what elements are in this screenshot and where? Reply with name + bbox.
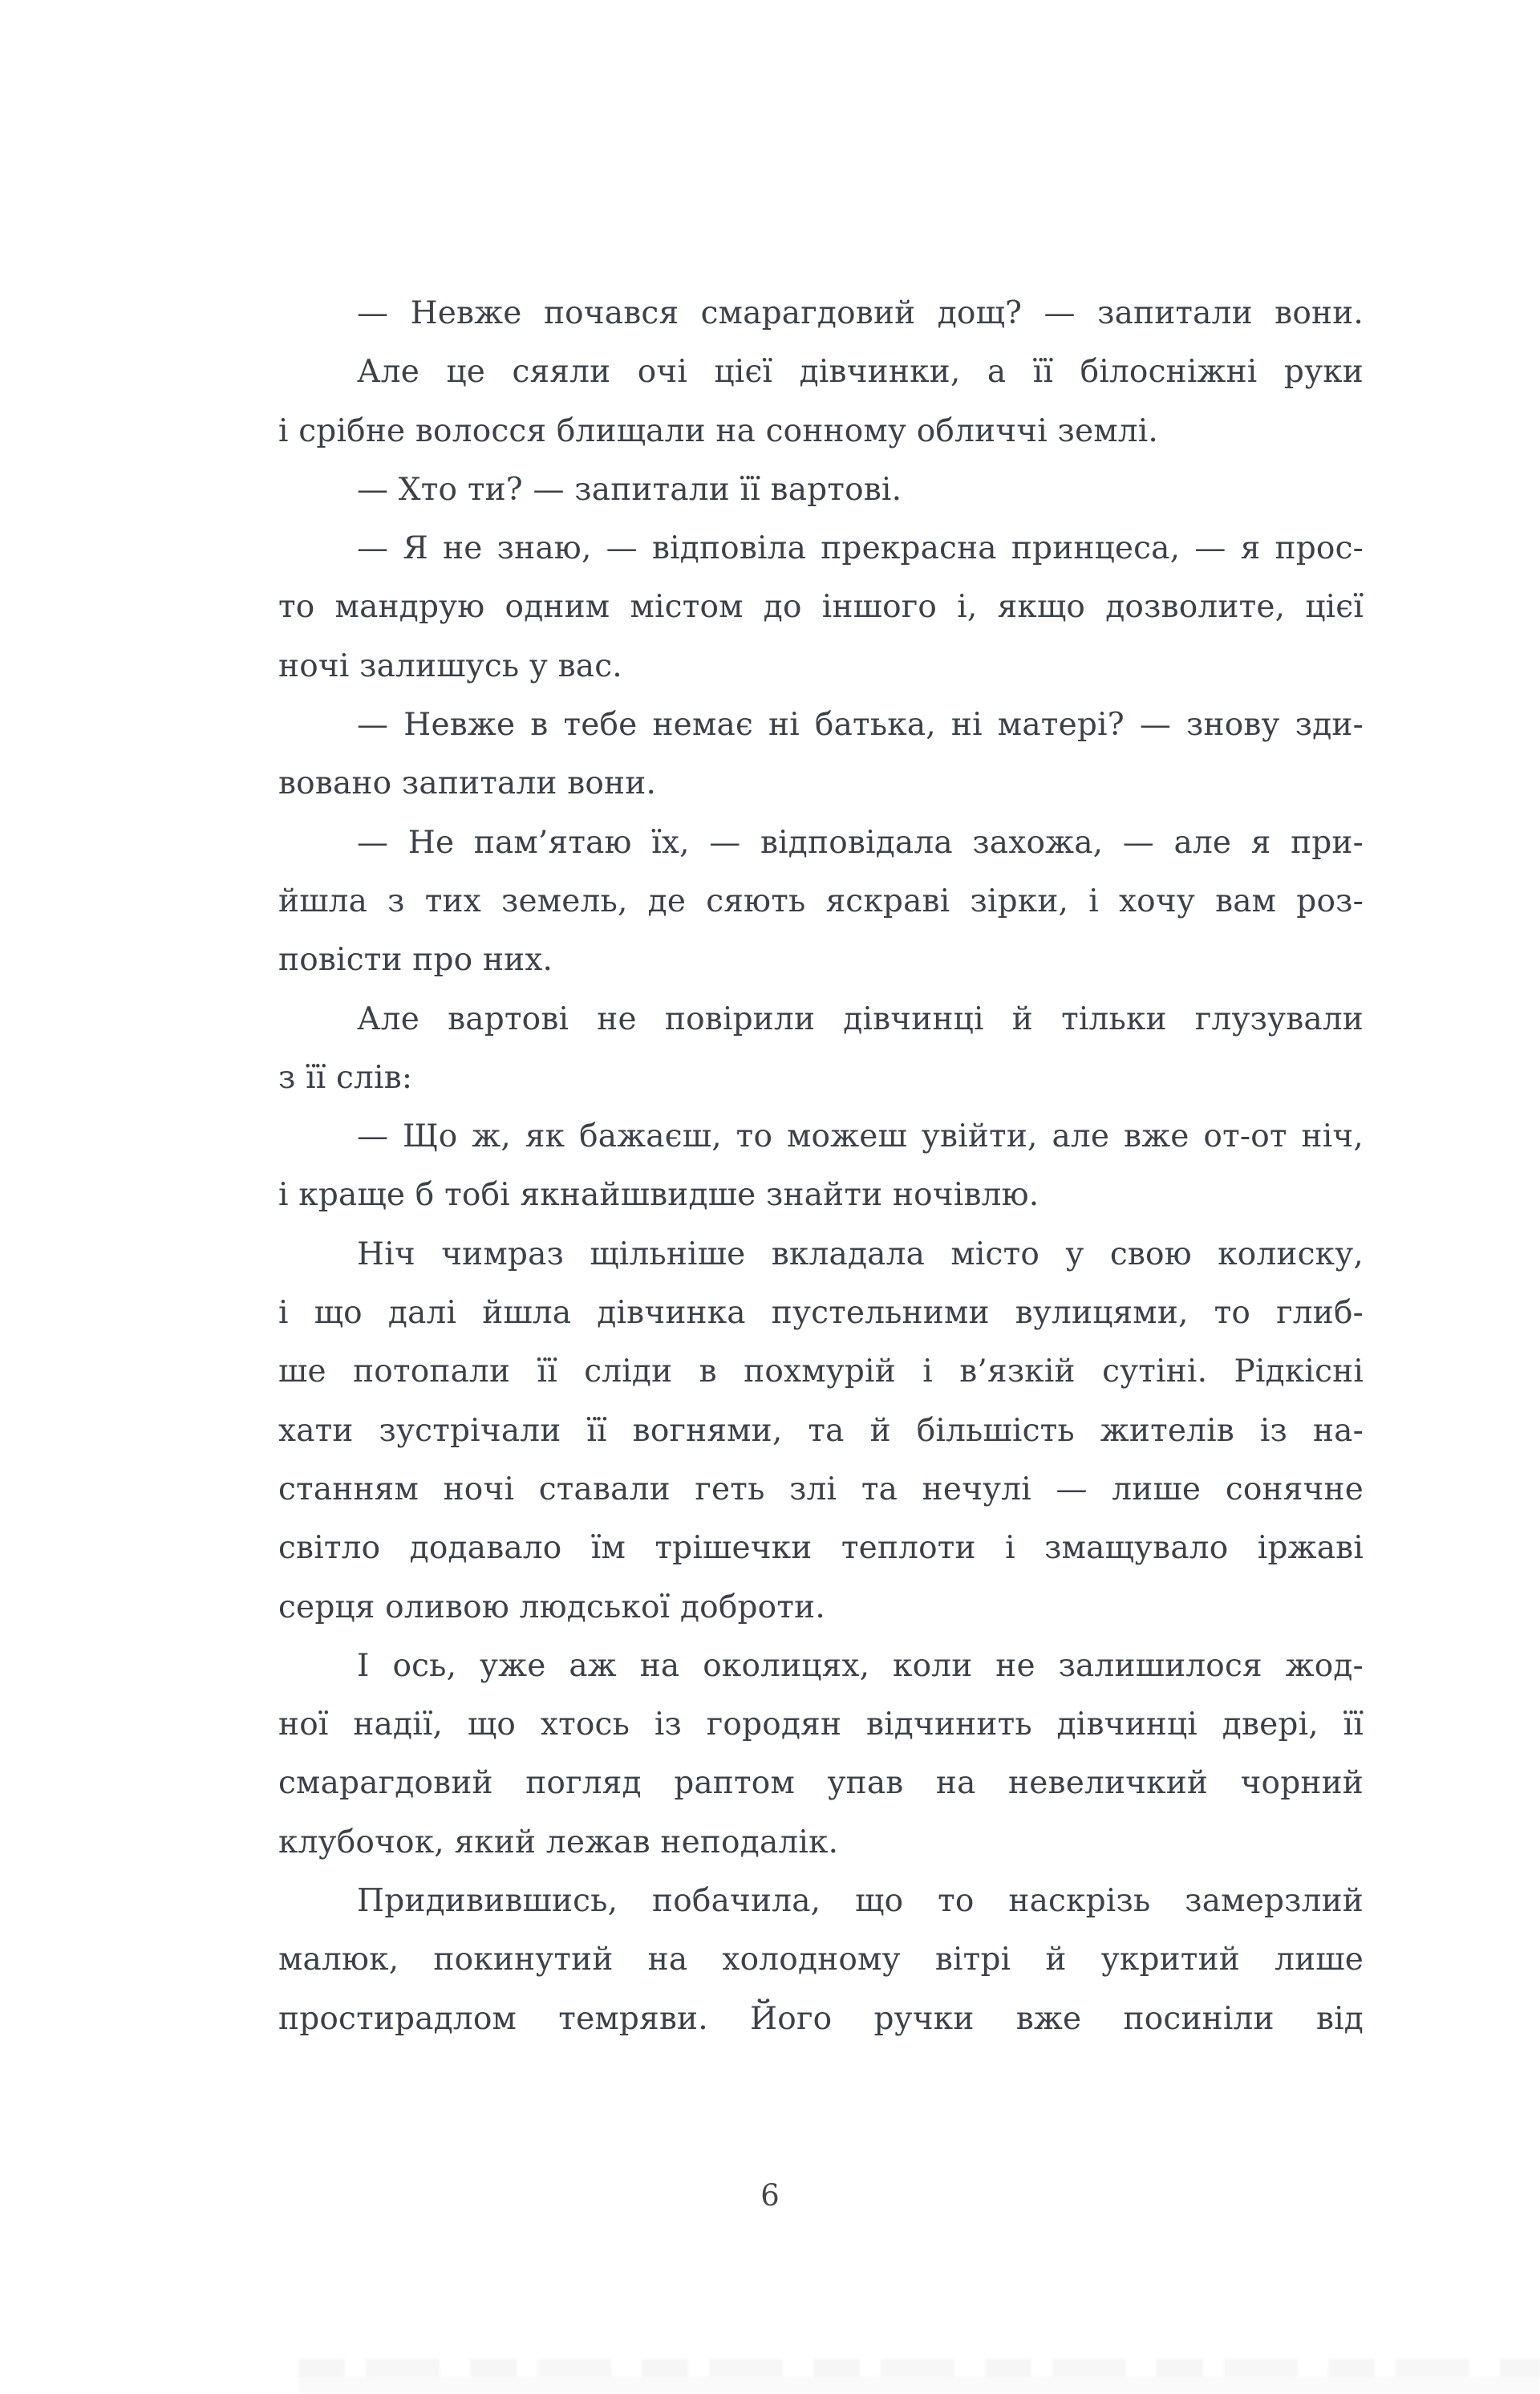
text-line: з її слів:	[278, 1059, 413, 1096]
text-line: вовано запитали вони.	[278, 765, 657, 802]
text-line: І ось, уже аж на околицях, коли не залишилося жод-	[357, 1647, 1364, 1684]
text-line: — Невже почався смарагдовий дощ? — запитали вони.	[357, 295, 1364, 331]
body-text	[278, 284, 1364, 2048]
text-line: йшла з тих земель, де сяють яскраві зірки, і хочу вам роз-	[278, 883, 1364, 919]
cutoff-glyph-tops	[298, 2359, 1540, 2378]
text-line: повісти про них.	[278, 942, 553, 979]
text-line: серця оливою людської доброти.	[278, 1589, 825, 1625]
cutoff-line-base	[298, 2376, 1540, 2394]
text-line: Але вартові не повірили дівчинці й тільки глузували	[357, 1000, 1364, 1037]
text-line: — Невже в тебе немає ні батька, ні матері? — знову зди-	[357, 707, 1364, 744]
text-line: малюк, покинутий на холодному вітрі й укритий лише	[278, 1942, 1364, 1978]
text-line: смарагдовий погляд раптом упав на невеличкий чорний	[278, 1765, 1364, 1802]
text-line: і краще б тобі якнайшвидше знайти ночівлю.	[278, 1177, 1040, 1214]
text-line: ночі залишусь у вас.	[278, 647, 622, 684]
text-line: — Я не знаю, — відповіла прекрасна принцеса, — я прос-	[357, 530, 1364, 567]
text-line: і що далі йшла дівчинка пустельними вулицями, то глиб-	[278, 1295, 1364, 1332]
text-line: світло додавало їм трішечки теплоти і змащувало іржаві	[278, 1530, 1364, 1567]
text-line: простирадлом темряви. Його ручки вже посиніли від	[278, 2000, 1364, 2037]
text-line: — Не пам’ятаю їх, — відповідала захожа, — але я при-	[357, 824, 1364, 861]
text-line: ше потопали її сліди в похмурій і в’язкій сутіні. Рідкісні	[278, 1353, 1364, 1390]
text-line: клубочок, який лежав неподалік.	[278, 1824, 839, 1860]
text-line: Придивившись, побачила, що то наскрізь замерзлий	[357, 1883, 1364, 1920]
text-line: — Що ж, як бажаєш, то можеш увійти, але вже от-от ніч,	[357, 1118, 1364, 1155]
text-line: — Хто ти? — запитали її вартові.	[357, 471, 902, 508]
text-line: хати зустрічали її вогнями, та й більшість жителів із на-	[278, 1412, 1364, 1449]
text-line: Але це сяяли очі цієї дівчинки, а її білосніжні руки	[357, 354, 1364, 391]
next-page-text-remnant	[298, 2347, 1540, 2394]
text-line: ної надії, що хтось із городян відчинить дівчинці двері, її	[278, 1706, 1364, 1743]
text-line: станням ночі ставали геть злі та нечулі — лише сонячне	[278, 1471, 1364, 1507]
text-line: і срібне волосся блищали на сонному обличчі землі.	[278, 412, 1159, 449]
page-number: 6	[760, 2178, 780, 2213]
text-line: Ніч чимраз щільніше вкладала місто у свою колиску,	[357, 1236, 1364, 1272]
text-line: то мандрую одним містом до іншого і, якщо дозволите, цієї	[278, 589, 1364, 626]
